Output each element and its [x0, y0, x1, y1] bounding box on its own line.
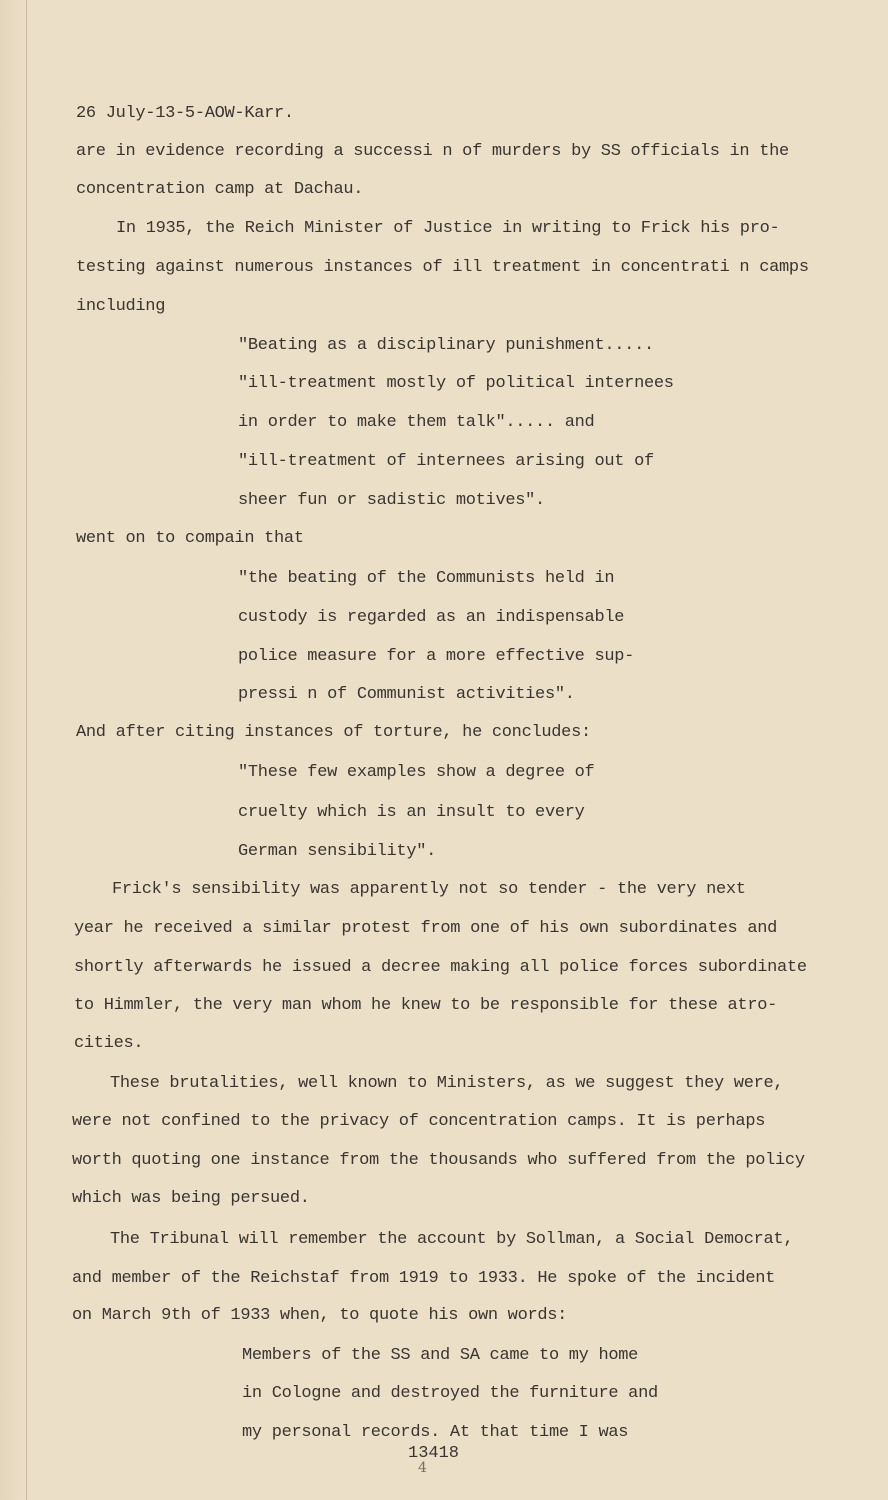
quote-1-line-4: "ill-treatment of internees arising out of: [238, 452, 654, 471]
quote-1-line-1: "Beating as a disciplinary punishment.....: [238, 336, 654, 355]
paragraph-3-line-3: shortly afterwards he issued a decree making all police forces subordinate: [74, 958, 807, 977]
quote-2-line-1: "the beating of the Communists held in: [238, 569, 615, 588]
paragraph-3-line-2: year he received a similar protest from one of his own subordinates and: [74, 919, 778, 938]
quote-2-line-4: pressi n of Communist activities".: [238, 685, 575, 704]
quote-4-line-2: in Cologne and destroyed the furniture and: [242, 1384, 658, 1403]
paragraph-5-line-2: and member of the Reichstaf from 1919 to 1933. He spoke of the incident: [72, 1269, 776, 1288]
quote-3-line-1: "These few examples show a degree of: [238, 763, 595, 782]
paragraph-2-line-3: including: [76, 297, 166, 316]
quote-3-line-2: cruelty which is an insult to every: [238, 803, 585, 822]
quote-1-line-3: in order to make them talk"..... and: [238, 413, 595, 432]
paragraph-5-line-3: on March 9th of 1933 when, to quote his own words:: [72, 1306, 568, 1325]
page-number-handwritten: 4: [418, 1460, 427, 1476]
paragraph-1-line-2: concentration camp at Dachau.: [76, 180, 364, 199]
quote-1-line-2: "ill-treatment mostly of political internees: [238, 374, 674, 393]
quote-1-line-5: sheer fun or sadistic motives".: [238, 491, 545, 510]
paragraph-2-line-2: testing against numerous instances of ill treatment in concentrati n camps: [76, 258, 809, 277]
page-number: 13418: [408, 1444, 460, 1463]
paragraph-3-line-5: cities.: [74, 1034, 144, 1053]
document-header: 26 July-13-5-AOW-Karr.: [76, 104, 294, 123]
quote-2-line-3: police measure for a more effective sup-: [238, 647, 635, 666]
paragraph-4-line-2: were not confined to the privacy of concentration camps. It is perhaps: [72, 1112, 766, 1131]
quote-4-line-1: Members of the SS and SA came to my home: [242, 1346, 639, 1365]
page-edge: [0, 0, 27, 1500]
quote-4-line-3: my personal records. At that time I was: [242, 1423, 629, 1442]
paragraph-3-line-4: to Himmler, the very man whom he knew to be responsible for these atro-: [74, 996, 778, 1015]
quote-3-line-3: German sensibility".: [238, 842, 437, 861]
continuation-1: went on to compain that: [76, 529, 304, 548]
paragraph-2-line-1: In 1935, the Reich Minister of Justice in writing to Frick his pro-: [116, 219, 780, 238]
continuation-2: And after citing instances of torture, he concludes:: [76, 723, 591, 742]
paragraph-4-line-4: which was being persued.: [72, 1189, 310, 1208]
paragraph-1-line-1: are in evidence recording a successi n of murders by SS officials in the: [76, 142, 789, 161]
paragraph-3-line-1: Frick's sensibility was apparently not so tender - the very next: [112, 880, 746, 899]
quote-2-line-2: custody is regarded as an indispensable: [238, 608, 625, 627]
paragraph-4-line-3: worth quoting one instance from the thousands who suffered from the policy: [72, 1151, 805, 1170]
paragraph-4-line-1: These brutalities, well known to Ministers, as we suggest they were,: [110, 1074, 784, 1093]
paragraph-5-line-1: The Tribunal will remember the account by Sollman, a Social Democrat,: [110, 1230, 794, 1249]
